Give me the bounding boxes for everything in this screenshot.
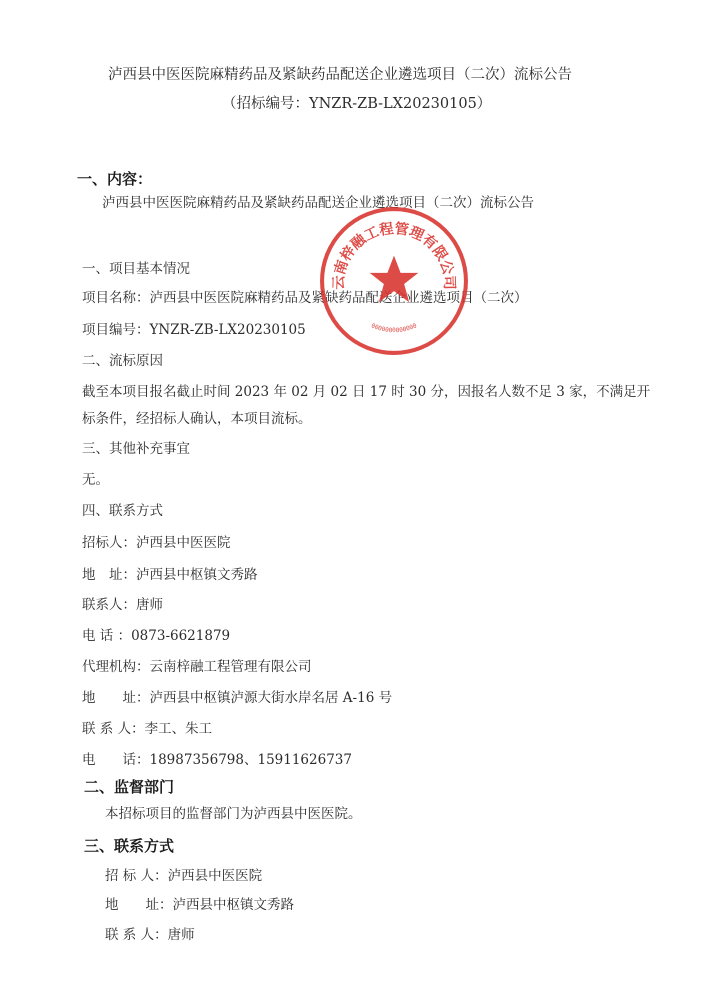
- section-heading-content: 一、内容：: [77, 170, 153, 188]
- tender-number: （招标编号：YNZR-ZB-LX20230105）: [222, 96, 492, 112]
- agency-contact: 联 系 人：李工、朱工: [82, 721, 213, 737]
- final-tenderer: 招 标 人：泸西县中医医院: [105, 868, 263, 884]
- content-intro: 泸西县中医医院麻精药品及紧缺药品配送企业遴选项目（二次）流标公告: [102, 195, 534, 211]
- subheading-failure-reason: 二、流标原因: [82, 353, 163, 369]
- contact-person: 联系人：唐师: [82, 597, 163, 613]
- project-name: 项目名称：泸西县中医医院麻精药品及紧缺药品配送企业遴选项目（二次）: [82, 290, 528, 306]
- agency-name: 代理机构：云南梓融工程管理有限公司: [82, 659, 312, 675]
- section-heading-contact: 三、联系方式: [84, 837, 175, 855]
- failure-reason-line1: 截至本项目报名截止时间 2023 年 02 月 02 日 17 时 30 分，因报名人数不足 3 家，不满足开: [82, 384, 651, 400]
- company-seal: [318, 205, 470, 357]
- failure-reason-line2: 标条件，经招标人确认，本项目流标。: [82, 411, 312, 427]
- agency-address: 地 址：泸西县中枢镇泸源大街水岸名居 A-16 号: [82, 690, 393, 706]
- other-matters: 无。: [82, 472, 109, 488]
- final-address: 地 址：泸西县中枢镇文秀路: [105, 897, 294, 913]
- star-icon: [370, 256, 419, 303]
- seal-top-text: 云南梓融工程管理有限公司: [331, 221, 457, 290]
- contact-address: 地 址：泸西县中枢镇文秀路: [82, 567, 258, 583]
- contact-phone: 电 话 ：0873-6621879: [82, 628, 231, 644]
- section-heading-supervision: 二、监督部门: [84, 778, 175, 796]
- seal-bottom-text: 0000000000000: [370, 322, 418, 335]
- final-contact: 联 系 人：唐师: [105, 927, 195, 943]
- subheading-other-matters: 三、其他补充事宜: [82, 441, 190, 457]
- subheading-contact: 四、联系方式: [82, 503, 163, 519]
- contact-tenderer: 招标人：泸西县中医医院: [82, 535, 231, 551]
- project-number: 项目编号：YNZR-ZB-LX20230105: [82, 322, 306, 338]
- supervision-text: 本招标项目的监督部门为泸西县中医医院。: [105, 806, 362, 822]
- agency-phone: 电 话：18987356798、15911626737: [82, 752, 352, 768]
- subheading-basic-info: 一、项目基本情况: [82, 261, 190, 277]
- document-title: 泸西县中医医院麻精药品及紧缺药品配送企业遴选项目（二次）流标公告: [108, 67, 572, 83]
